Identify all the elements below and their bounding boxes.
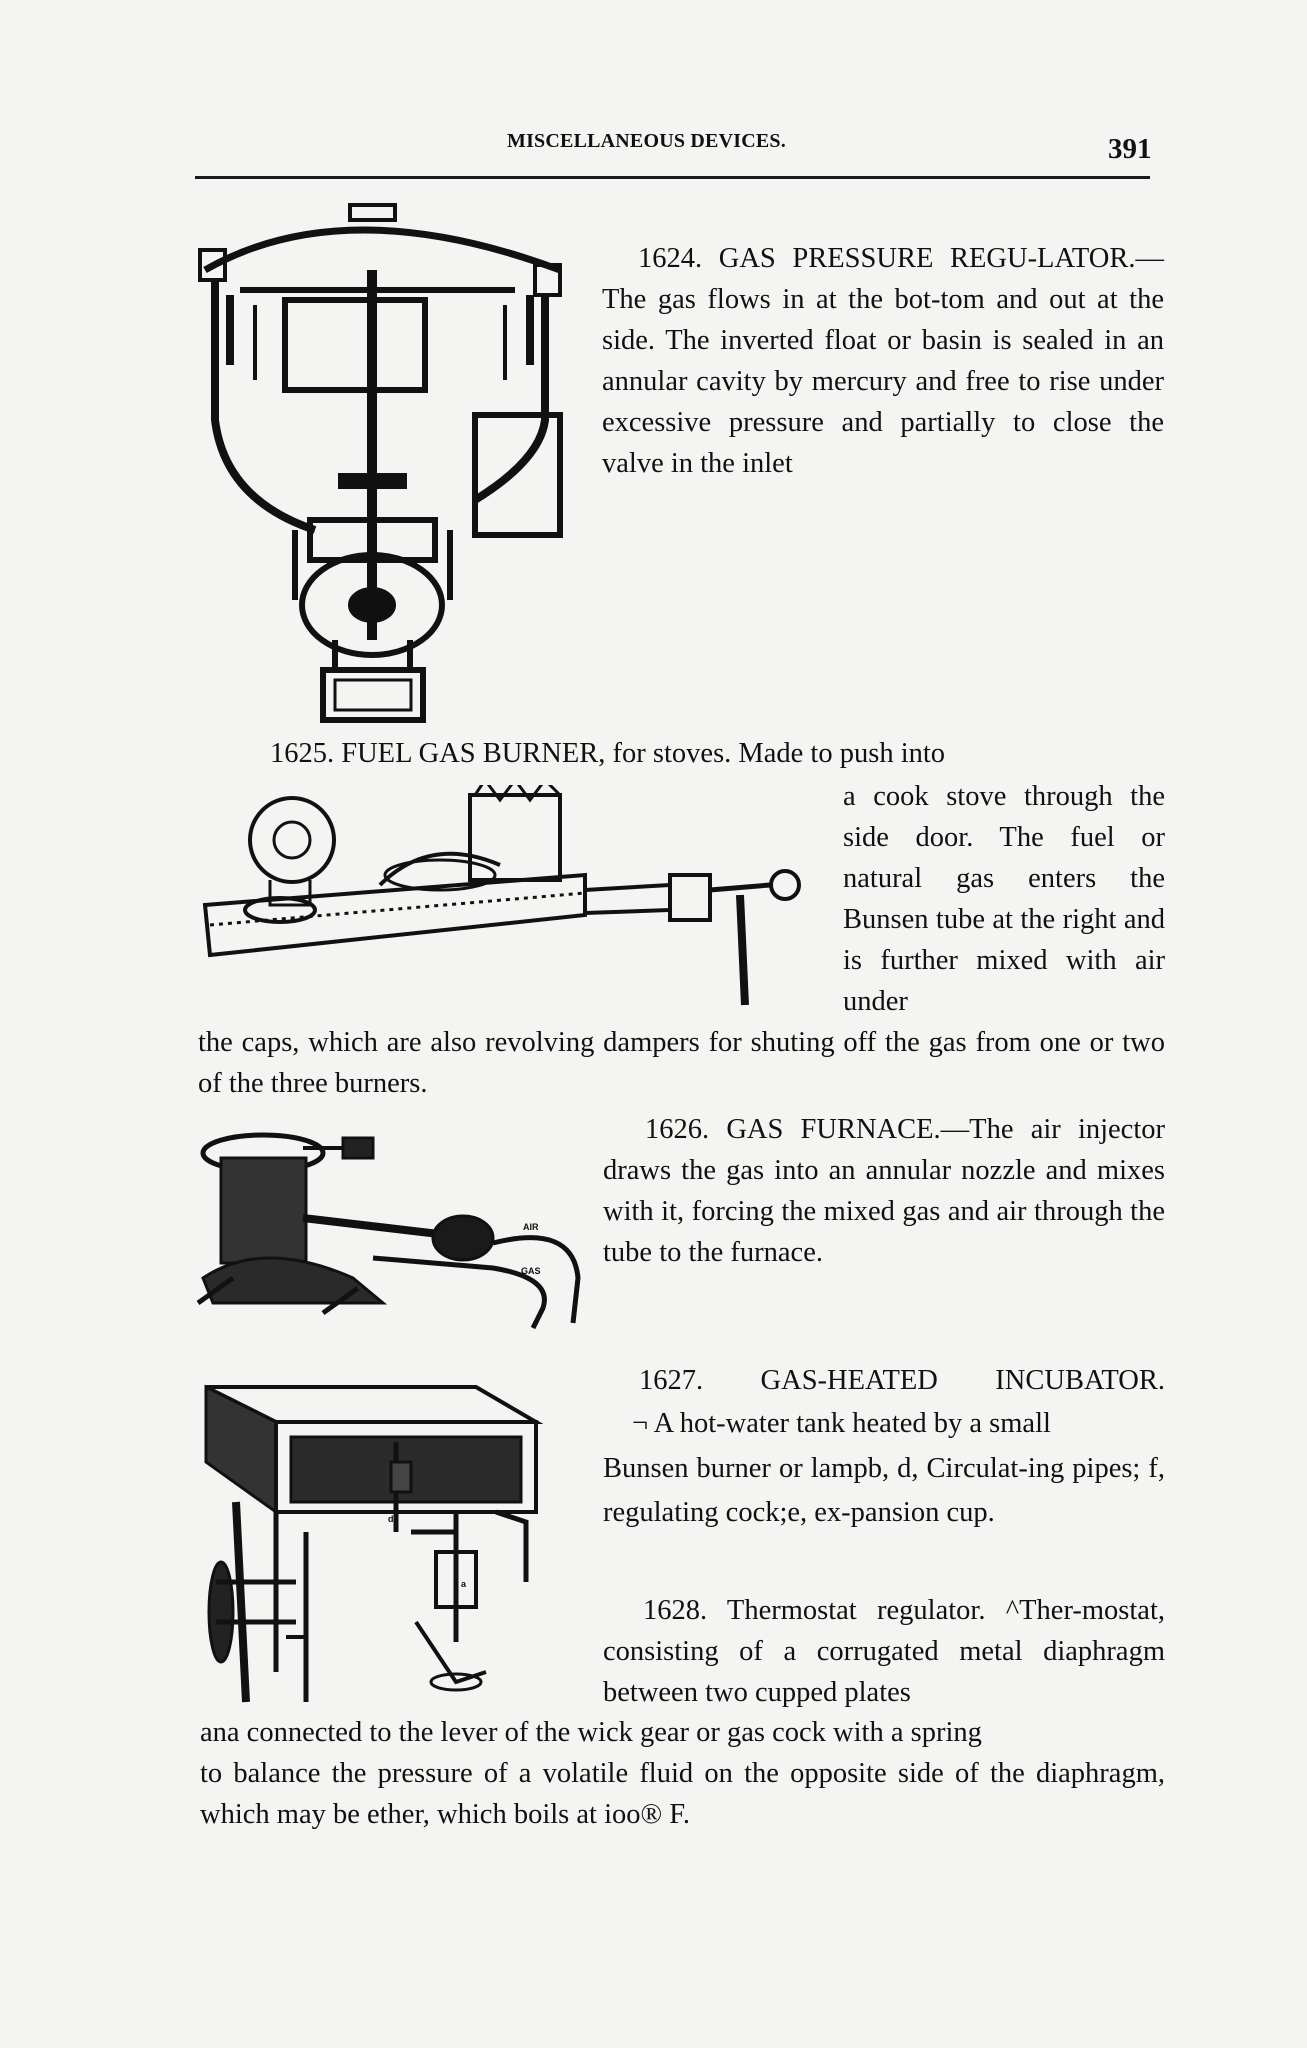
gas-pressure-regulator-illustration: [195, 200, 570, 725]
entry-1625-intro: 1625. FUEL GAS BURNER, for stoves. Made to push into: [270, 738, 946, 769]
entry-1627-line2: ¬ A hot-water tank heated by a small: [632, 1408, 1051, 1439]
page-number: 391: [1108, 133, 1152, 165]
header-rule: [195, 176, 1150, 179]
entry-1627-text: Bunsen burner or lampb, d, Circulat-ing pipes; f, regulating cock;e, ex-pansion cup.: [603, 1453, 1165, 1528]
gas-heated-incubator-illustration: [196, 1382, 596, 1720]
fuel-gas-burner-illustration: [200, 785, 805, 1015]
entry-1626-text: 1626. GAS FURNACE.—The air injector draws the gas into an annular nozzle and mixes with it, forcing the mixed gas and air through the tube to the furnace.: [603, 1114, 1165, 1268]
figure-label-a: a: [461, 1579, 467, 1589]
entry-1628-side-text: 1628. Thermostat regulator. ^Ther-mostat, consisting of a corrugated metal diaphragm between two cupped plates: [603, 1595, 1165, 1708]
entry-1628-full-line1: ana connected to the lever of the wick gear or gas cock with a spring: [200, 1717, 982, 1748]
entry-1628-full-text: to balance the pressure of a volatile fluid on the opposite side of the diaphragm, which may be ether, which boils at ioo® F.: [200, 1758, 1165, 1830]
figure-label-d: d: [388, 1514, 394, 1524]
figure-label-air: AIR: [523, 1222, 539, 1232]
entry-1625-side-text: a cook stove through the side door. The fuel or natural gas enters the Bunsen tube at the right and is further mixed with air under: [843, 781, 1165, 1017]
entry-1624-text: 1624. GAS PRESSURE REGU-LATOR.—The gas flows in at the bot-tom and out at the side. The inverted float or basin is sealed in an annular cavity by mercury and free to rise under excessive pressure and partially to close the valve in the inlet: [602, 243, 1164, 479]
entry-1625-full-text: the caps, which are also revolving dampers for shuting off the gas from one or two of the three burners.: [198, 1027, 1165, 1099]
running-header: MISCELLANEOUS DEVICES.: [507, 130, 786, 152]
figure-label-gas: GAS: [521, 1266, 541, 1276]
entry-1627-title-line: 1627. GAS-HEATED INCUBATOR.: [639, 1365, 1165, 1396]
gas-furnace-illustration: [193, 1128, 588, 1333]
